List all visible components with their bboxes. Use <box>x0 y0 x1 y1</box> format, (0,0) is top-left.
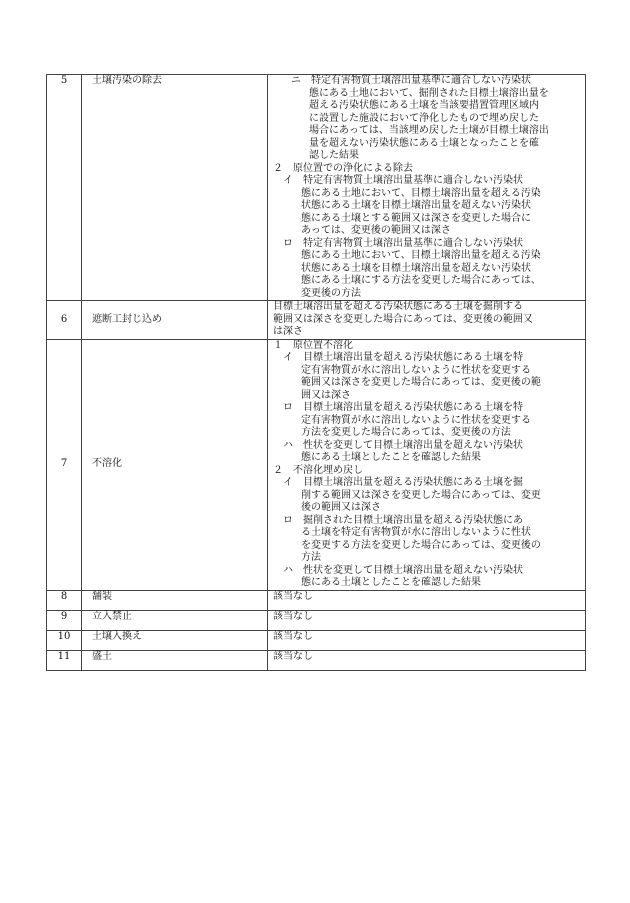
description-line: ニ 特定有害物質土壌溶出量基準に適合しない汚染状 <box>291 75 531 86</box>
description-line: 方法を変更した場合にあっては、変更後の方法 <box>301 427 511 438</box>
description-line: イ 目標土壌溶出量を超える汚染状態にある土壌を掘 <box>283 477 523 488</box>
table-row <box>47 650 586 670</box>
measure-name: 遮断工封じ込め <box>82 301 268 340</box>
row-number: 10 <box>47 630 82 650</box>
description-line: ２ 原位置での浄化による除去 <box>273 162 413 174</box>
measure-name: 土壌入換え <box>82 630 268 650</box>
description-line: あっては、変更後の範囲又は深さ <box>301 225 451 236</box>
table-row <box>47 610 586 630</box>
description-line: 認した結果 <box>309 150 359 161</box>
description-line: 範囲又は深さを変更した場合にあっては、変更後の範囲又 <box>273 313 533 325</box>
description-line: 削する範囲又は深さを変更した場合にあっては、変更 <box>301 489 541 501</box>
description-line: 変更後の方法 <box>301 287 361 299</box>
description-line: 態にある土壌としたことを確認した結果 <box>301 577 481 588</box>
table-row <box>47 630 586 650</box>
measure-description: 該当なし <box>268 590 586 610</box>
description-line: は深さ <box>273 326 303 337</box>
description-line: 態にある土地において、掘削された目標土壌溶出量を <box>309 87 549 99</box>
table-row <box>47 339 586 590</box>
description-line: 態にある土壌としたことを確認した結果 <box>301 452 481 463</box>
description-line: 状態にある土壌を目標土壌溶出量を超えない汚染状 <box>301 200 531 211</box>
description-line: 量を超えない汚染状態にある土壌となったことを確 <box>309 137 539 149</box>
description-line: 場合にあっては、当該埋め戻した土壌が目標土壌溶出 <box>309 125 549 136</box>
description-line: 囲又は深さ <box>301 389 351 401</box>
measure-description <box>268 75 586 301</box>
description-line: ハ 性状を変更して目標土壌溶出量を超えない汚染状 <box>283 439 523 451</box>
description-line: ロ 掘削された目標土壌溶出量を超える汚染状態にあ <box>283 514 523 526</box>
measure-description: 該当なし <box>268 650 586 670</box>
measure-name: 不溶化 <box>82 339 268 590</box>
description-line: イ 目標土壌溶出量を超える汚染状態にある土壌を特 <box>283 352 523 363</box>
description-line: に設置した施設において浄化したもので埋め戻した <box>309 112 539 124</box>
description-line: イ 特定有害物質土壌溶出量基準に適合しない汚染状 <box>283 175 523 186</box>
measures-table <box>46 74 586 671</box>
measure-description <box>268 339 586 590</box>
table-row <box>47 75 586 301</box>
table-row <box>47 590 586 610</box>
description-line: 方法 <box>301 552 321 563</box>
row-number: 8 <box>47 590 82 610</box>
description-line: ハ 性状を変更して目標土壌溶出量を超えない汚染状 <box>283 564 523 576</box>
description-line: を変更する方法を変更した場合にあっては、変更後の <box>301 539 541 551</box>
measure-description: 該当なし <box>268 610 586 630</box>
row-number: 9 <box>47 610 82 630</box>
measure-description <box>268 301 586 340</box>
description-line: 定有害物質が水に溶出しないように性状を変更する <box>301 364 531 376</box>
row-number: 6 <box>47 301 82 340</box>
description-line: ロ 目標土壌溶出量を超える汚染状態にある土壌を特 <box>283 402 523 413</box>
table-row <box>47 301 586 340</box>
description-line: 態にある土地において、目標土壌溶出量を超える汚染 <box>301 187 541 199</box>
row-number: 5 <box>47 75 82 301</box>
description-line: 目標土壌溶出量を超える汚染状態にある土壌を掘削する <box>273 301 523 312</box>
description-line: 後の範囲又は深さ <box>301 502 381 513</box>
description-line: 範囲又は深さを変更した場合にあっては、変更後の範 <box>301 377 541 388</box>
description-line: 態にある土壌にする方法を変更した場合にあっては、 <box>301 275 541 286</box>
measure-name: 立入禁止 <box>82 610 268 630</box>
description-line: 態にある土壌とする範囲又は深さを変更した場合に <box>301 212 531 224</box>
description-line: 超える汚染状態にある土壌を当該要措置管理区域内 <box>309 100 539 111</box>
row-number: 7 <box>47 339 82 590</box>
measure-name: 土壌汚染の除去 <box>82 75 268 301</box>
measure-name: 盛土 <box>82 650 268 670</box>
description-line: 態にある土地において、目標土壌溶出量を超える汚染 <box>301 250 541 261</box>
description-line: 状態にある土壌を目標土壌溶出量を超えない汚染状 <box>301 262 531 274</box>
description-line: ２ 不溶化埋め戻し <box>273 464 363 476</box>
row-number: 11 <box>47 650 82 670</box>
description-line: る土壌を特定有害物質が水に溶出しないように性状 <box>301 527 531 538</box>
description-line: ロ 特定有害物質土壌溶出量基準に適合しない汚染状 <box>283 237 523 249</box>
description-line: 定有害物質が水に溶出しないように性状を変更する <box>301 414 531 426</box>
description-line: １ 原位置不溶化 <box>273 339 353 351</box>
measure-description: 該当なし <box>268 630 586 650</box>
measure-name: 舗装 <box>82 590 268 610</box>
